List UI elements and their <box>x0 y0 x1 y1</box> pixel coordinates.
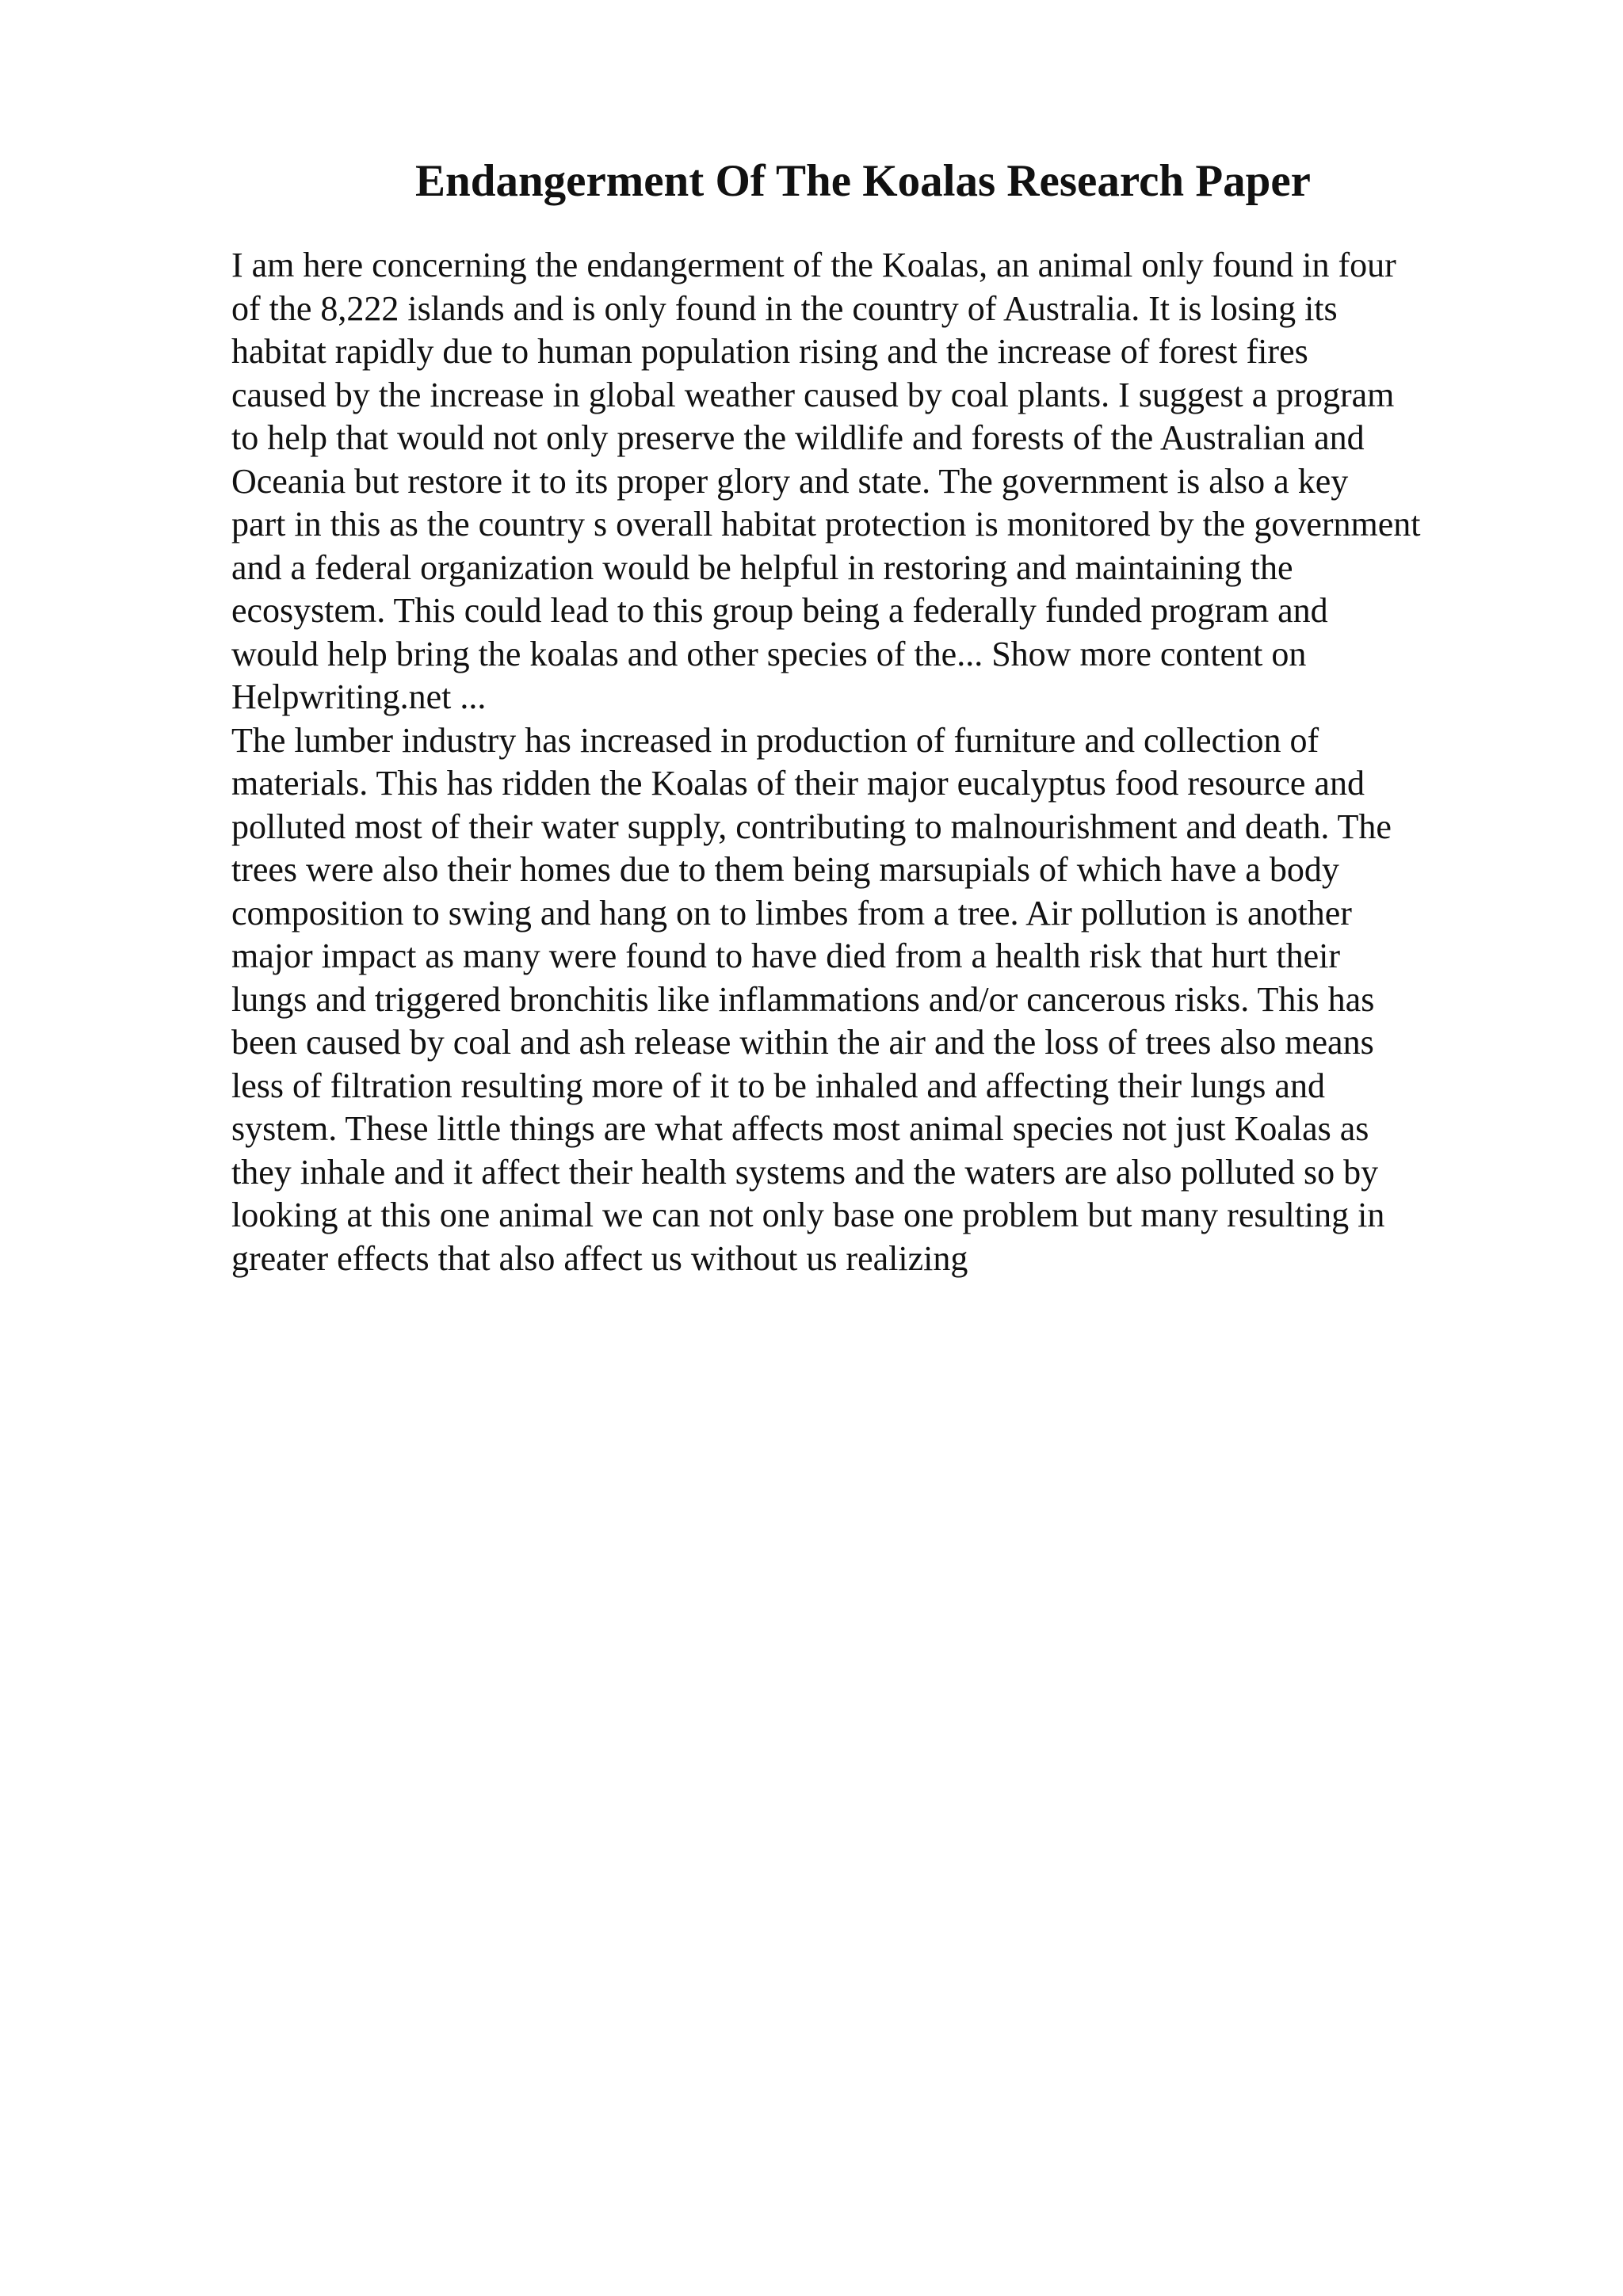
body-line: caused by the increase in global weather caused by coal plants. I suggest a program <box>231 375 1395 414</box>
body-line: system. These little things are what affects most animal species not just Koalas as <box>231 1109 1369 1148</box>
body-line: Oceania but restore it to its proper glory and state. The government is also a key <box>231 461 1349 501</box>
body-line: I am here concerning the endangerment of the Koalas, an animal only found in four <box>231 246 1396 284</box>
body-line: been caused by coal and ash release within the air and the loss of trees also means <box>231 1023 1374 1062</box>
body-line: materials. This has ridden the Koalas of their major eucalyptus food resource and <box>231 764 1365 803</box>
body-line: habitat rapidly due to human population rising and the increase of forest fires <box>231 332 1308 371</box>
document-title: Endangerment Of The Koalas Research Paper <box>415 156 1311 206</box>
body-line: greater effects that also affect us without us realizing <box>231 1238 968 1278</box>
body-line: to help that would not only preserve the wildlife and forests of the Australian and <box>231 418 1365 457</box>
body-line: trees were also their homes due to them being marsupials of which have a body <box>231 850 1339 889</box>
body-line: looking at this one animal we can not only base one problem but many resulting in <box>231 1196 1385 1234</box>
document-body <box>231 244 1515 1280</box>
body-line: composition to swing and hang on to limbes from a tree. Air pollution is another <box>231 893 1352 933</box>
body-line: Helpwriting.net ... <box>231 677 487 716</box>
body-line: and a federal organization would be helpful in restoring and maintaining the <box>231 547 1293 587</box>
body-line: The lumber industry has increased in production of furniture and collection of <box>231 720 1319 760</box>
body-line: major impact as many were found to have died from a health risk that hurt their <box>231 936 1340 975</box>
body-line: polluted most of their water supply, contributing to malnourishment and death. The <box>231 807 1392 846</box>
body-line: would help bring the koalas and other species of the... Show more content on <box>231 634 1307 673</box>
body-line: part in this as the country s overall habitat protection is monitored by the government <box>231 505 1421 543</box>
body-line: they inhale and it affect their health systems and the waters are also polluted so by <box>231 1152 1379 1192</box>
body-line: lungs and triggered bronchitis like inflammations and/or cancerous risks. This has <box>231 979 1375 1019</box>
body-line: of the 8,222 islands and is only found in the country of Australia. It is losing its <box>231 288 1338 328</box>
body-line: less of filtration resulting more of it to be inhaled and affecting their lungs and <box>231 1066 1325 1105</box>
body-line: ecosystem. This could lead to this group being a federally funded program and <box>231 591 1328 630</box>
